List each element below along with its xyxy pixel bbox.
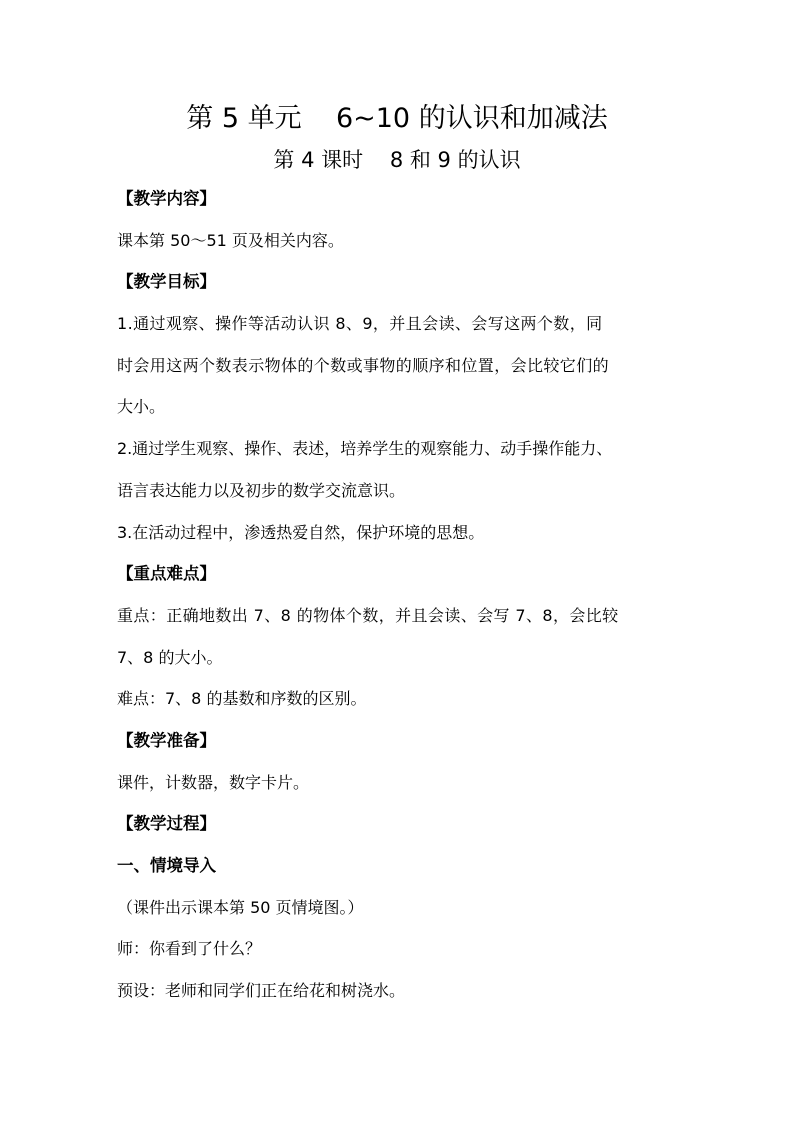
paragraph-line: 3.在活动过程中，渗透热爱自然，保护环境的思想。 [117,522,485,542]
paragraph-line: 预设：老师和同学们正在给花和树浇水。 [117,981,406,1001]
paragraph-line: 7、8 的大小。 [117,647,223,667]
paragraph-line: 课件，计数器，数字卡片。 [117,772,310,792]
section-heading-process: 【教学过程】 [117,814,216,834]
paragraph-line: 课本第 50～51 页及相关内容。 [117,230,344,250]
paragraph-line: （课件出示课本第 50 页情境图。） [117,897,364,917]
section-heading-preparation: 【教学准备】 [117,730,216,750]
document-subtitle: 第 4 课时 8 和 9 的认识 [273,148,521,172]
section-heading-objectives: 【教学目标】 [117,272,216,292]
document-body [117,188,677,1022]
paragraph-line: 难点：7、8 的基数和序数的区别。 [117,689,367,709]
paragraph-line: 师：你看到了什么？ [117,939,262,959]
document-title: 第 5 单元 6~10 的认识和加减法 [186,103,608,134]
section-heading-content: 【教学内容】 [117,189,216,208]
subsection-heading-intro: 一、情境导入 [117,856,216,875]
section-heading-key-points: 【重点难点】 [117,564,216,584]
paragraph-line: 2.通过学生观察、操作、表述，培养学生的观察能力、动手操作能力、 [117,439,613,459]
paragraph-line: 时会用这两个数表示物体的个数或事物的顺序和位置，会比较它们的 [117,355,610,375]
paragraph-line: 大小。 [117,397,166,417]
paragraph-line: 1.通过观察、操作等活动认识 8、9，并且会读、会写这两个数，同 [117,314,603,334]
paragraph-line: 语言表达能力以及初步的数学交流意识。 [117,480,406,500]
paragraph-line: 重点：正确地数出 7、8 的物体个数，并且会读、会写 7、8，会比较 [117,605,619,625]
